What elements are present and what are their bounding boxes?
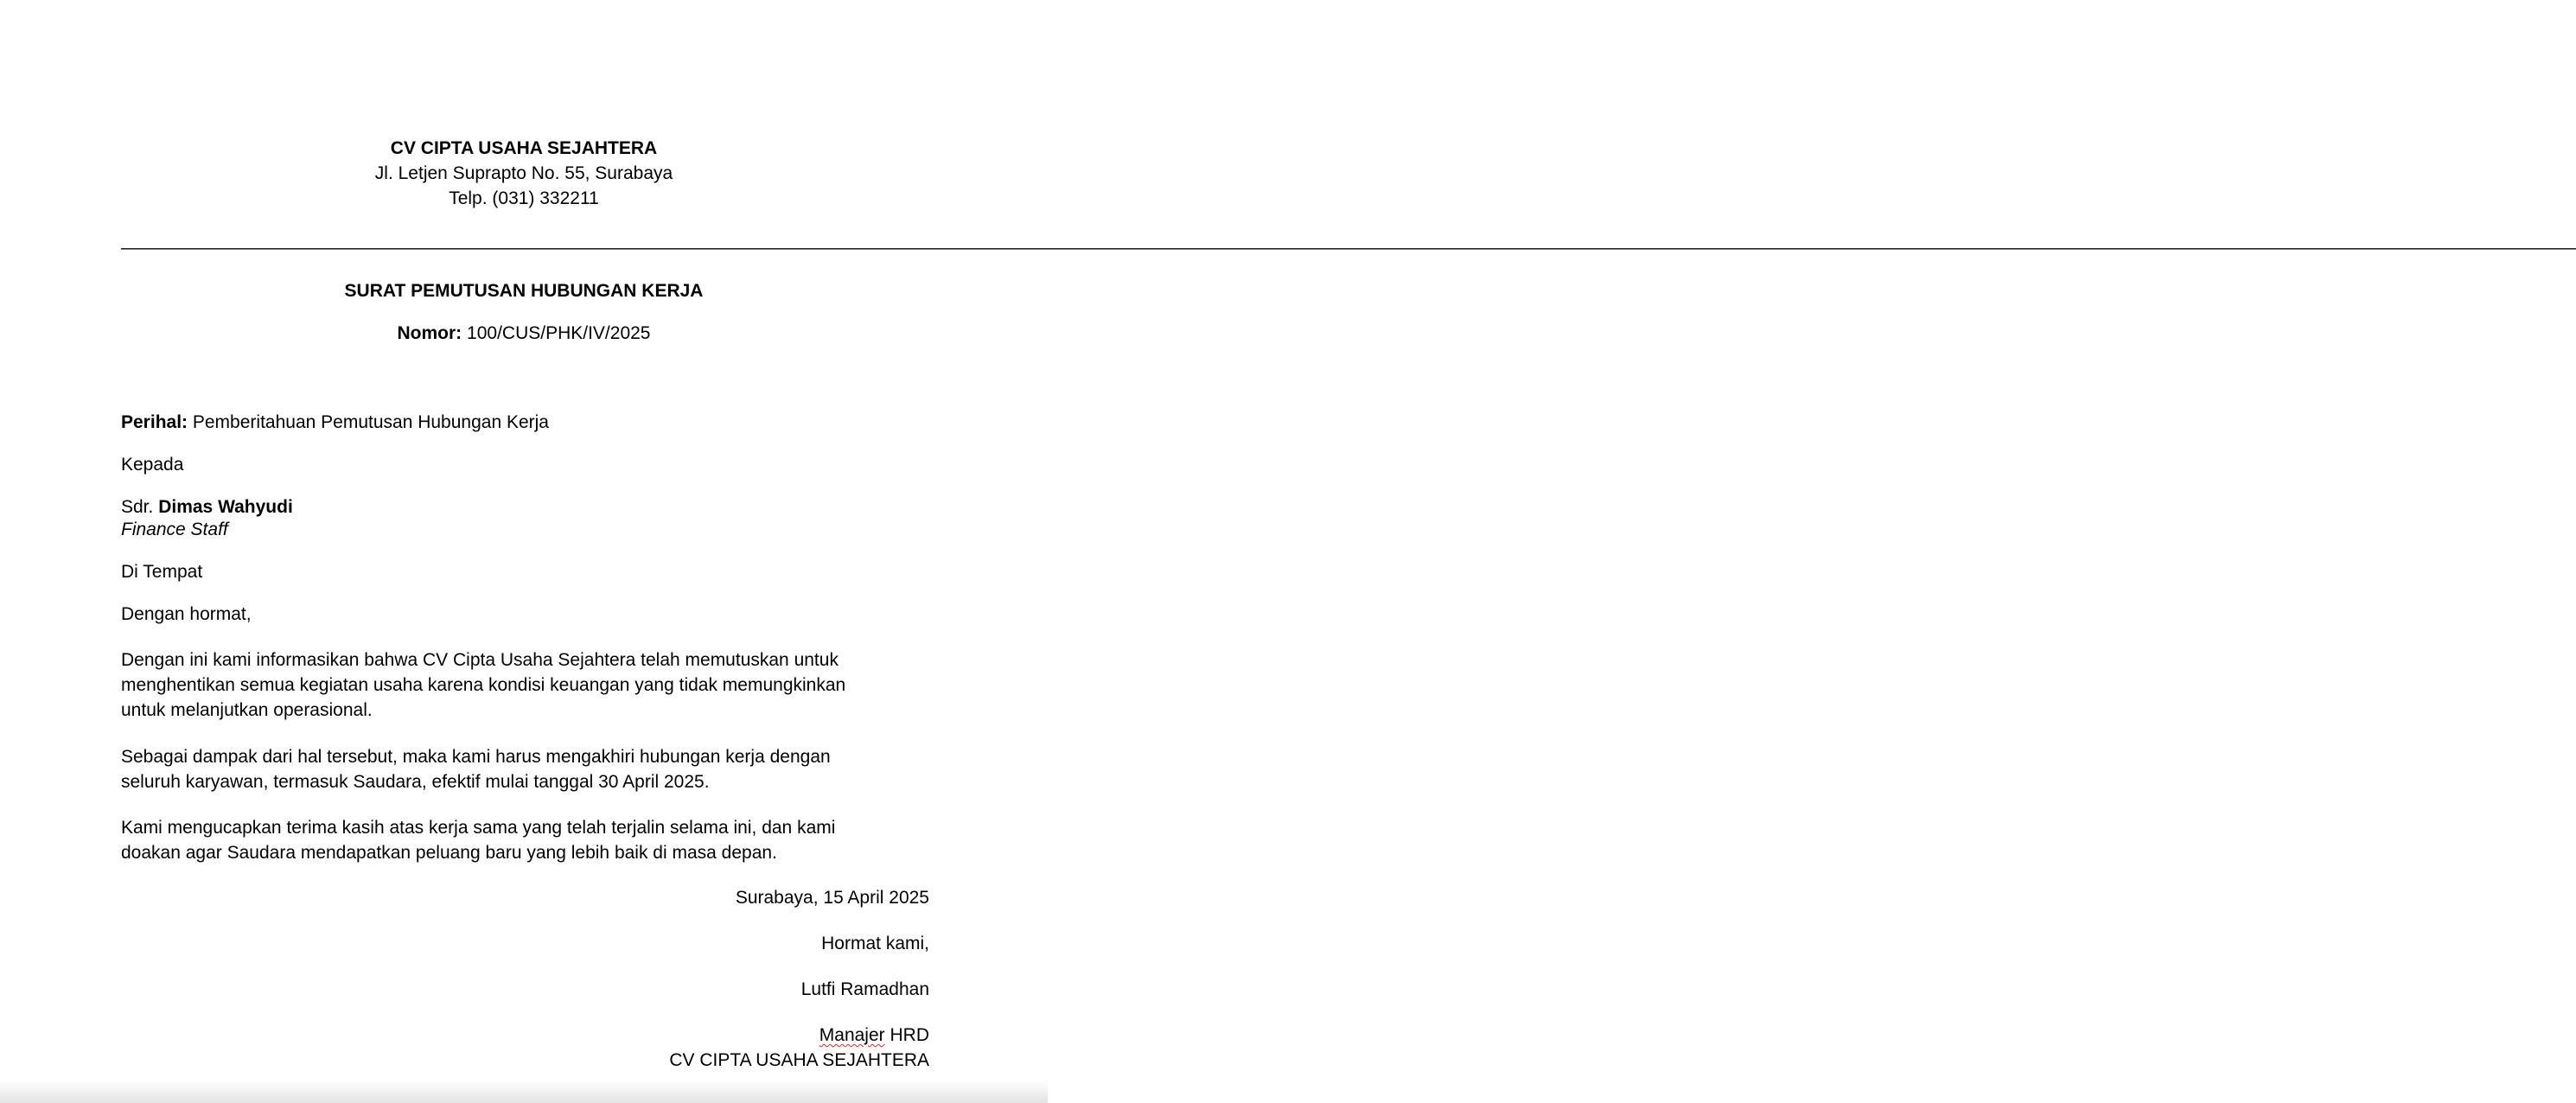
recipient-position: Finance Staff (121, 520, 228, 539)
letter-title: SURAT PEMUTUSAN HUBUNGAN KERJA (344, 281, 704, 301)
letterhead-divider: —————————————————————————————————————————————————————————————————————————————————————————————————————————————————————————————————————————————— (121, 239, 2576, 258)
paragraph-line: untuk melanjutkan operasional. (121, 700, 373, 720)
signer-title-rest: HRD (884, 1025, 929, 1045)
letterhead-phone: Telp. (031) 332211 (449, 188, 599, 208)
page-bottom-shadow (0, 1079, 1048, 1103)
letterhead-company: CV CIPTA USAHA SEJAHTERA (390, 138, 658, 158)
letter-number-value: 100/CUS/PHK/IV/2025 (467, 323, 651, 343)
paragraph-line: seluruh karyawan, termasuk Saudara, efektif mulai tanggal 30 April 2025. (121, 772, 710, 792)
body-paragraph (121, 815, 899, 865)
paragraph-line: Dengan ini kami informasikan bahwa CV Cipta Usaha Sejahtera telah memutuskan untuk (121, 650, 838, 670)
greeting: Dengan hormat, (121, 604, 252, 624)
paragraph-line: Sebagai dampak dari hal tersebut, maka kami harus mengakhiri hubungan kerja dengan (121, 747, 831, 767)
subject-value: Pemberitahuan Pemutusan Hubungan Kerja (192, 412, 549, 432)
signer-name: Lutfi Ramadhan (800, 979, 929, 999)
letter-number (0, 322, 1048, 344)
body-paragraph (121, 647, 899, 723)
signer-company: CV CIPTA USAHA SEJAHTERA (669, 1050, 929, 1070)
paragraph-line: menghentikan semua kegiatan usaha karena kondisi keuangan yang tidak memungkinkan (121, 675, 846, 695)
recipient-salutation: Sdr. (121, 497, 154, 517)
paragraph-line: Kami mengucapkan terima kasih atas kerja sama yang telah terjalin selama ini, dan kami (121, 818, 836, 838)
recipient-place: Di Tempat (121, 562, 203, 582)
letter-number-label: Nomor: (397, 323, 462, 343)
subject-label: Perihal: (121, 412, 188, 432)
closing-regards: Hormat kami, (821, 934, 929, 953)
paragraph-line: doakan agar Saudara mendapatkan peluang baru yang lebih baik di masa depan. (121, 843, 777, 863)
letter-subject (121, 411, 549, 433)
body-paragraph (121, 744, 899, 794)
recipient-to: Kepada (121, 455, 184, 475)
recipient-name-line (121, 496, 293, 518)
signer-title-word: Manajer (819, 1025, 885, 1045)
signer-title (819, 1024, 929, 1046)
recipient-name: Dimas Wahyudi (158, 497, 293, 517)
closing-place-date: Surabaya, 15 April 2025 (735, 888, 929, 908)
letterhead-address: Jl. Letjen Suprapto No. 55, Surabaya (374, 163, 673, 183)
